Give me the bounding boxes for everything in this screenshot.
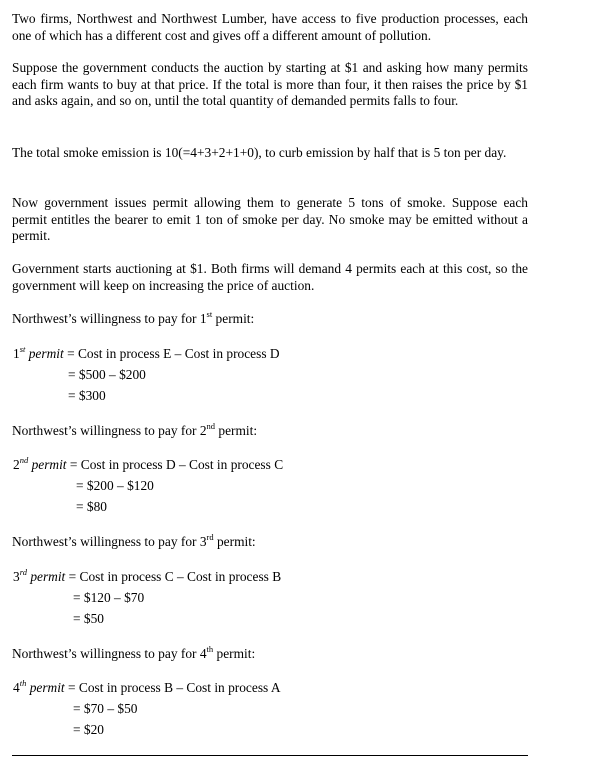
equation-4-result: = $20 [73,722,104,737]
wtp-heading-1 [12,308,255,328]
ordinal-suffix: nd [206,420,216,431]
wtp-heading-3 [12,531,256,551]
equation-rhs: = Cost in process D – Cost in process C [69,457,284,472]
auction-paragraph: Suppose the government conducts the auction by starting at $1 and asking how many permits each firm wants to buy at that price. If the total is more than four, it then raises the price by $1 and asks again, and so on, until the total quantity of demanded permits falls to four. [12,60,528,108]
equation-1-step-1: = $500 – $200 [68,367,146,382]
permit-word: permit [30,569,66,584]
wtp-heading-tail: permit: [215,423,258,438]
wtp-heading-text: Northwest’s willingness to pay for 1 [12,311,207,326]
emission-text-pre: The total smoke emission is [12,145,165,160]
equation-rhs: = Cost in process B – Cost in process A [68,680,281,695]
emission-equation: 10(=4+3+2+1+0) [164,145,259,160]
permit-word: permit [31,457,67,472]
equation-3-result: = $50 [73,611,104,626]
wtp-heading-4 [12,643,256,663]
ordinal-suffix: st [206,308,213,319]
permit-word: permit [28,346,64,361]
ordinal-suffix: rd [206,531,214,542]
wtp-heading-text: Northwest’s willingness to pay for 2 [12,423,207,438]
intro-paragraph: Two firms, Northwest and Northwest Lumber, have access to five production processes, each one of which has a different cost and gives off a different amount of pollution. [12,11,528,43]
ordinal-suffix: nd [19,454,29,465]
equation-rhs: = Cost in process E – Cost in process D [67,346,280,361]
equation-2-result: = $80 [76,499,107,514]
wtp-heading-tail: permit: [213,534,256,549]
ordinal-suffix: rd [19,566,27,577]
permit-word: permit [29,680,65,695]
ordinal-suffix: th [206,643,214,654]
wtp-heading-text: Northwest’s willingness to pay for 4 [12,646,207,661]
equation-3 [13,566,282,586]
wtp-heading-tail: permit: [213,646,256,661]
equation-rhs: = Cost in process C – Cost in process B [68,569,282,584]
emission-text-post: , to curb emission by half that is 5 ton per day. [258,145,507,160]
auction-start-paragraph: Government starts auctioning at $1. Both firms will demand 4 permits each at this cost, so the government will keep on increasing the price of auction. [12,261,528,293]
equation-2 [13,454,284,474]
bottom-divider [12,755,528,756]
equation-1-result: = $300 [68,388,106,403]
equation-2-step-1: = $200 – $120 [76,478,154,493]
permit-number: 3 [13,569,20,584]
emission-paragraph [12,142,528,163]
ordinal-suffix: st [19,343,26,354]
permit-issue-paragraph: Now government issues permit allowing them to generate 5 tons of smoke. Suppose each permit entitles the bearer to emit 1 ton of smoke per day. No smoke may be emitted without a permit. [12,195,528,243]
ordinal-suffix: th [19,677,27,688]
permit-number: 2 [13,457,20,472]
equation-4 [13,677,281,697]
equation-3-step-1: = $120 – $70 [73,590,145,605]
permit-number: 4 [13,680,20,695]
equation-1 [13,343,280,363]
wtp-heading-text: Northwest’s willingness to pay for 3 [12,534,207,549]
permit-number: 1 [13,346,20,361]
wtp-heading-2 [12,420,258,440]
wtp-heading-tail: permit: [212,311,255,326]
equation-4-step-1: = $70 – $50 [73,701,138,716]
